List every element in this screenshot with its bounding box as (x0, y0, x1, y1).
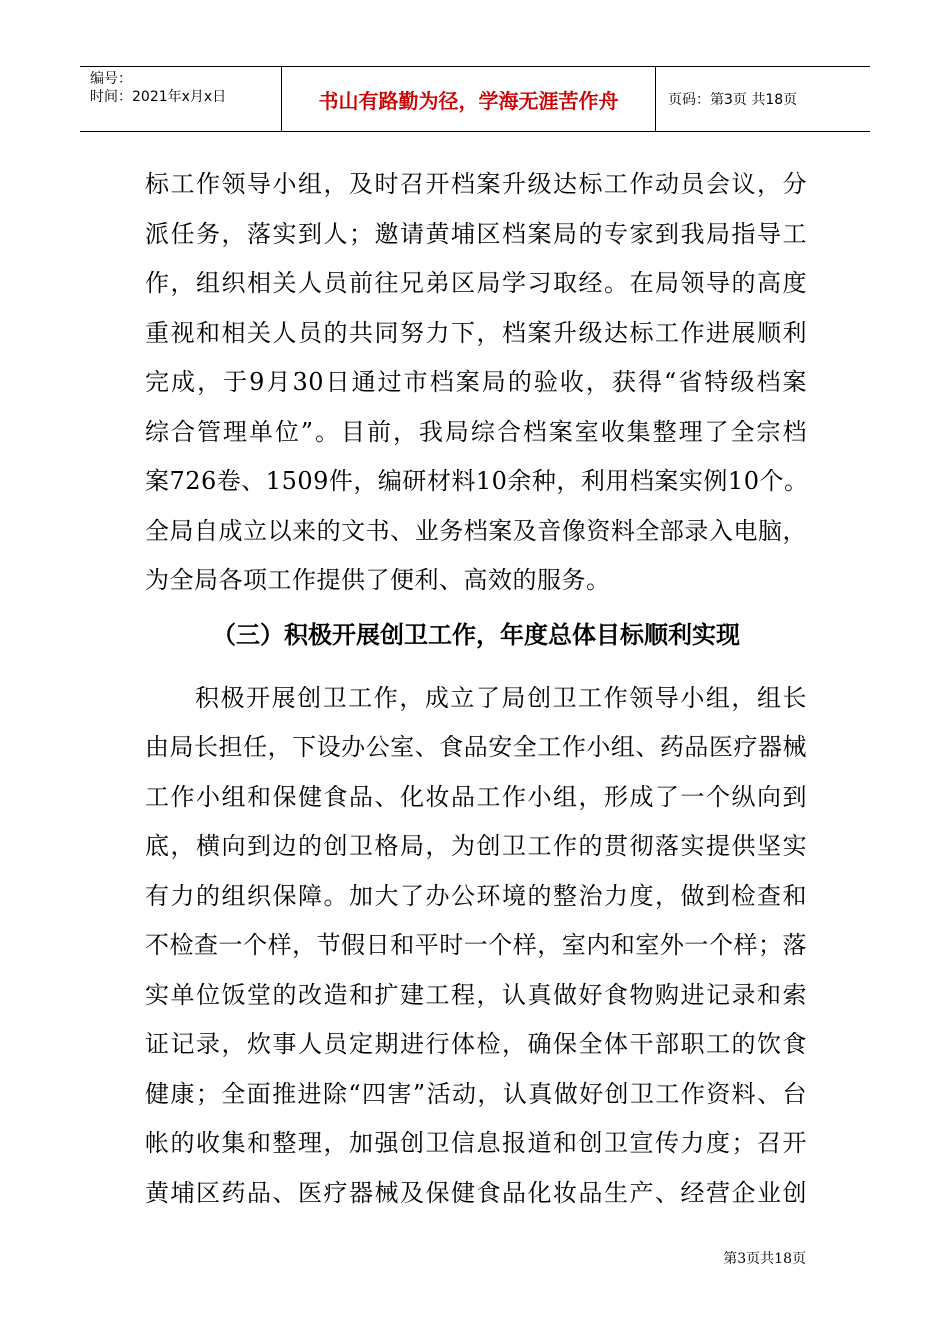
document-date-label: 时间：2021年x月x日 (90, 89, 227, 105)
text-line: 有力的组织保障。加大了办公环境的整治力度，做到检查和 (145, 881, 807, 910)
paragraph-sanitation (145, 674, 807, 1219)
text-line: 全局自成立以来的文书、业务档案及音像资料全部录入电脑， (145, 516, 807, 545)
text-line: 帐的收集和整理，加强创卫信息报道和创卫宣传力度；召开 (145, 1129, 807, 1157)
header-page-number: 页码：第3页 共18页 (668, 92, 798, 108)
text-line: 证记录，炊事人员定期进行体检，确保全体干部职工的饮食 (145, 1030, 807, 1058)
page-header (80, 66, 870, 132)
text-line: 不检查一个样，节假日和平时一个样，室内和室外一个样；落 (145, 931, 807, 959)
text-line: 重视和相关人员的共同努力下，档案升级达标工作进展顺利 (145, 318, 807, 347)
header-motto: 书山有路勤为径，学海无涯苦作舟 (282, 67, 656, 131)
section-heading: （三）积极开展创卫工作，年度总体目标顺利实现 (212, 620, 740, 649)
document-number-label: 编号： (90, 71, 132, 87)
text-line: 作，组织相关人员前往兄弟区局学习取经。在局领导的高度 (145, 269, 807, 297)
text-line: 完成，于9月30日通过市档案局的验收，获得“省特级档案 (145, 368, 807, 396)
text-line: 为全局各项工作提供了便利、高效的服务。 (145, 566, 611, 594)
text-line: 标工作领导小组，及时召开档案升级达标工作动员会议，分 (145, 170, 807, 198)
text-line: 健康；全面推进除“四害”活动，认真做好创卫工作资料、台 (145, 1079, 807, 1108)
text-line: 工作小组和保健食品、化妆品工作小组，形成了一个纵向到 (145, 782, 807, 811)
text-line: 由局长担任，下设办公室、食品安全工作小组、药品医疗器械 (145, 733, 807, 761)
text-line: 底，横向到边的创卫格局，为创卫工作的贯彻落实提供坚实 (145, 832, 807, 860)
paragraph-archives (145, 160, 807, 606)
header-meta (80, 67, 282, 131)
page-footer: 第3页共18页 (723, 1251, 806, 1267)
text-line: 积极开展创卫工作，成立了局创卫工作领导小组，组长 (195, 683, 807, 712)
text-line: 派任务，落实到人；邀请黄埔区档案局的专家到我局指导工 (145, 219, 807, 248)
document-body (145, 160, 807, 1218)
text-line: 综合管理单位”。目前，我局综合档案室收集整理了全宗档 (145, 417, 807, 446)
text-line: 黄埔区药品、医疗器械及保健食品化妆品生产、经营企业创 (145, 1178, 807, 1207)
text-line: 案726卷、1509件，编研材料10余种，利用档案实例10个。 (145, 467, 809, 495)
text-line: 实单位饭堂的改造和扩建工程，认真做好食物购进记录和索 (145, 980, 807, 1009)
